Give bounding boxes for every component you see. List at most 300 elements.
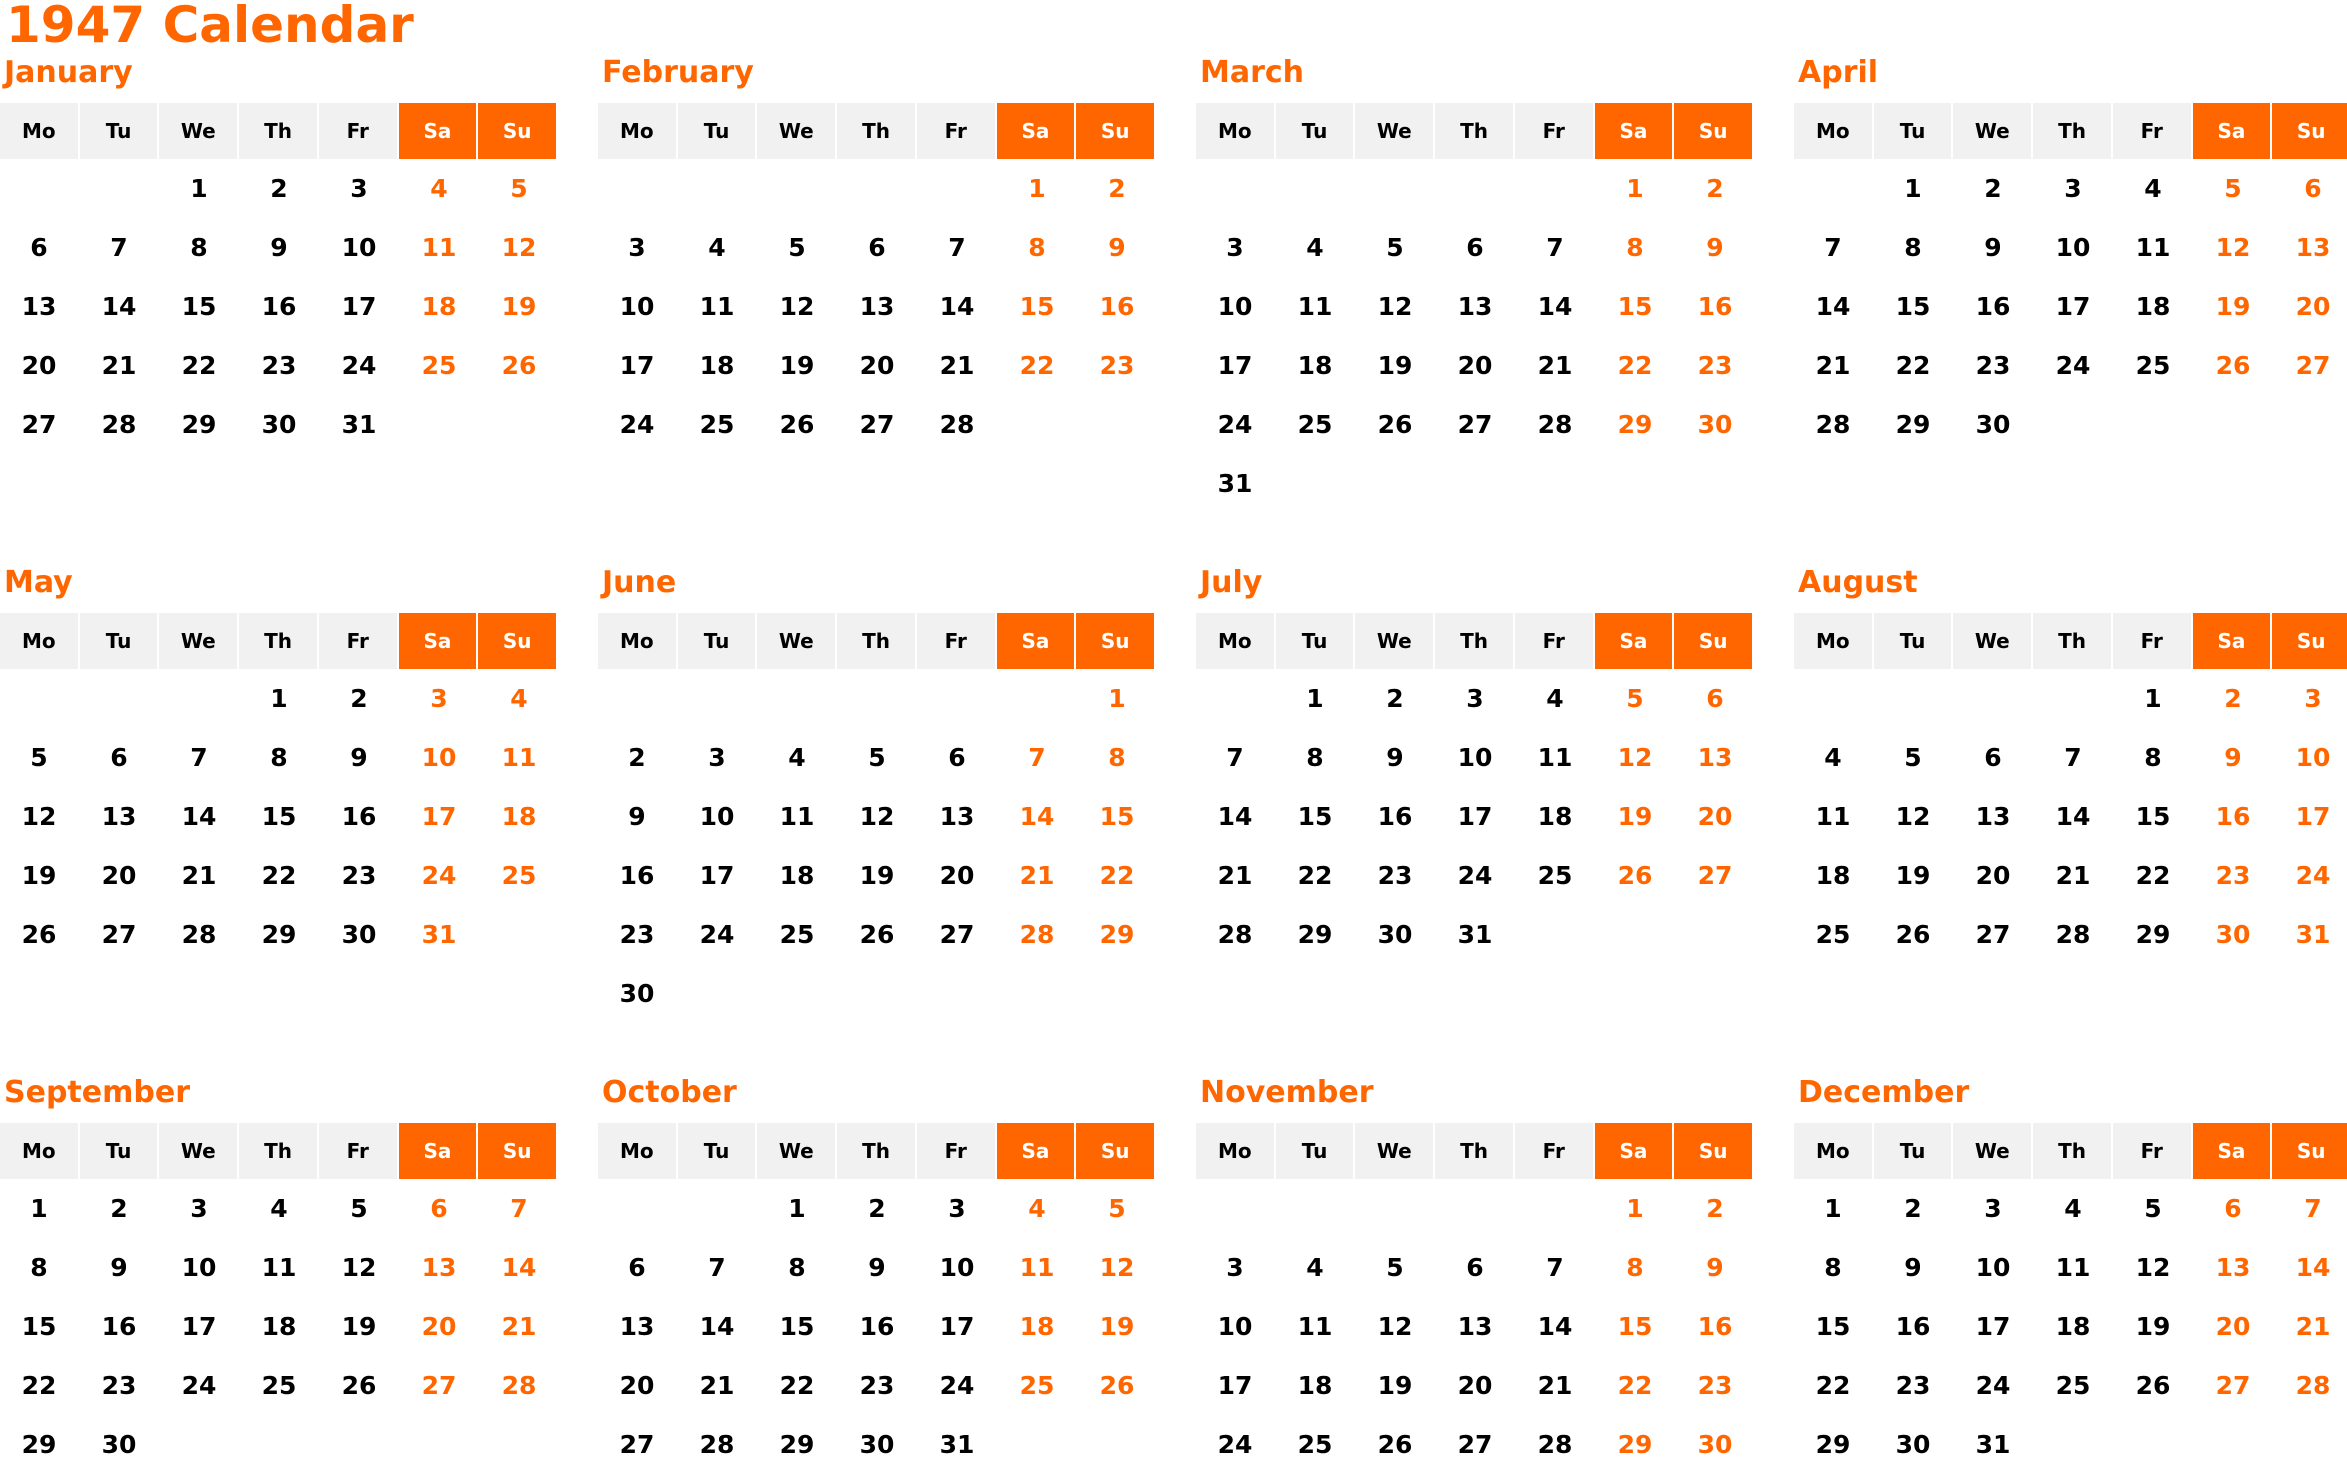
day-cell: 18 <box>501 802 537 831</box>
day-cell: 22 <box>261 861 297 890</box>
day-empty <box>678 1179 756 1238</box>
day-cell: 12 <box>1377 292 1413 321</box>
weekday-fr: Fr <box>917 613 995 669</box>
weekday-tu: Tu <box>1276 103 1354 159</box>
day-cell: 15 <box>1099 802 1135 831</box>
weekday-fr: Fr <box>2113 1123 2191 1179</box>
weekday-fr: Fr <box>2113 103 2191 159</box>
day-cell: 24 <box>2055 351 2091 380</box>
day-empty <box>838 669 916 728</box>
day-cell: 25 <box>1297 410 1333 439</box>
day-cell: 16 <box>1697 292 1733 321</box>
weekday-sa: Sa <box>2193 1123 2271 1179</box>
day-cell: 29 <box>261 920 297 949</box>
weekday-mo: Mo <box>0 103 78 159</box>
day-cell: 27 <box>101 920 137 949</box>
day-cell: 24 <box>2295 861 2331 890</box>
day-cell: 4 <box>430 174 448 203</box>
day-cell: 12 <box>1377 1312 1413 1341</box>
month-february <box>598 0 1156 454</box>
month-january <box>0 0 558 454</box>
day-cell: 17 <box>619 351 655 380</box>
day-cell: 28 <box>501 1371 537 1400</box>
day-cell: 2 <box>350 684 368 713</box>
day-cell: 9 <box>2224 743 2242 772</box>
weekday-su: Su <box>478 613 556 669</box>
month-name: May <box>4 565 73 600</box>
day-cell: 18 <box>1537 802 1573 831</box>
day-cell: 9 <box>270 233 288 262</box>
day-cell: 31 <box>939 1430 975 1459</box>
day-cell: 1 <box>1824 1194 1842 1223</box>
day-cell: 28 <box>699 1430 735 1459</box>
month-name: February <box>602 55 754 90</box>
day-cell: 1 <box>1904 174 1922 203</box>
day-cell: 24 <box>939 1371 975 1400</box>
weekday-th: Th <box>837 1123 915 1179</box>
day-cell: 1 <box>190 174 208 203</box>
day-cell: 12 <box>779 292 815 321</box>
day-cell: 10 <box>421 743 457 772</box>
weekday-th: Th <box>2033 103 2111 159</box>
day-cell: 18 <box>2135 292 2171 321</box>
day-cell: 26 <box>1617 861 1653 890</box>
day-empty <box>998 669 1076 728</box>
day-cell: 27 <box>1975 920 2011 949</box>
day-cell: 20 <box>2295 292 2331 321</box>
month-march <box>1196 0 1754 513</box>
day-cell: 20 <box>1457 1371 1493 1400</box>
month-name: January <box>4 55 133 90</box>
weekday-tu: Tu <box>678 103 756 159</box>
day-cell: 16 <box>859 1312 895 1341</box>
day-cell: 8 <box>1028 233 1046 262</box>
day-cell: 6 <box>2304 174 2322 203</box>
day-cell: 1 <box>1626 174 1644 203</box>
day-cell: 13 <box>859 292 895 321</box>
day-cell: 19 <box>1099 1312 1135 1341</box>
day-cell: 2 <box>1108 174 1126 203</box>
day-cell: 3 <box>350 174 368 203</box>
weekday-we: We <box>1355 1123 1433 1179</box>
day-cell: 11 <box>2135 233 2171 262</box>
day-cell: 22 <box>1099 861 1135 890</box>
day-cell: 11 <box>421 233 457 262</box>
day-cell: 3 <box>708 743 726 772</box>
day-cell: 2 <box>1706 174 1724 203</box>
weekday-tu: Tu <box>1874 1123 1952 1179</box>
weekday-we: We <box>1953 613 2031 669</box>
weekday-header <box>0 1123 558 1179</box>
day-cell: 15 <box>261 802 297 831</box>
month-april <box>1794 0 2347 454</box>
day-cell: 17 <box>341 292 377 321</box>
day-cell: 27 <box>859 410 895 439</box>
day-cell: 19 <box>341 1312 377 1341</box>
day-cell: 29 <box>181 410 217 439</box>
day-cell: 23 <box>1895 1371 1931 1400</box>
day-cell: 17 <box>181 1312 217 1341</box>
weekday-fr: Fr <box>2113 613 2191 669</box>
day-cell: 9 <box>1706 1253 1724 1282</box>
weekday-tu: Tu <box>678 613 756 669</box>
day-cell: 25 <box>699 410 735 439</box>
day-cell: 17 <box>699 861 735 890</box>
day-cell: 24 <box>1457 861 1493 890</box>
day-cell: 10 <box>1217 1312 1253 1341</box>
day-cell: 29 <box>21 1430 57 1459</box>
day-cell: 9 <box>1386 743 1404 772</box>
day-empty <box>2034 669 2112 728</box>
day-cell: 4 <box>788 743 806 772</box>
weekday-th: Th <box>239 1123 317 1179</box>
day-cell: 22 <box>21 1371 57 1400</box>
day-cell: 7 <box>1546 233 1564 262</box>
day-cell: 20 <box>939 861 975 890</box>
day-cell: 30 <box>859 1430 895 1459</box>
day-cell: 14 <box>1019 802 1055 831</box>
weekday-we: We <box>1953 1123 2031 1179</box>
day-cell: 27 <box>1457 1430 1493 1459</box>
day-cell: 6 <box>1706 684 1724 713</box>
weekday-tu: Tu <box>80 103 158 159</box>
day-cell: 8 <box>1824 1253 1842 1282</box>
day-grid <box>1794 669 2347 964</box>
day-cell: 16 <box>101 1312 137 1341</box>
day-empty <box>80 669 158 728</box>
day-cell: 29 <box>2135 920 2171 949</box>
day-cell: 20 <box>21 351 57 380</box>
day-grid <box>1794 1179 2347 1474</box>
weekday-tu: Tu <box>1276 613 1354 669</box>
day-cell: 15 <box>1617 1312 1653 1341</box>
weekday-sa: Sa <box>399 103 477 159</box>
day-cell: 19 <box>501 292 537 321</box>
day-cell: 12 <box>501 233 537 262</box>
day-cell: 29 <box>1895 410 1931 439</box>
day-cell: 18 <box>779 861 815 890</box>
day-cell: 5 <box>350 1194 368 1223</box>
day-cell: 27 <box>1457 410 1493 439</box>
day-cell: 14 <box>501 1253 537 1282</box>
day-cell: 14 <box>2055 802 2091 831</box>
weekday-header <box>598 1123 1156 1179</box>
day-cell: 28 <box>1815 410 1851 439</box>
day-grid <box>1196 1179 1756 1474</box>
day-cell: 19 <box>2135 1312 2171 1341</box>
day-empty <box>1356 159 1434 218</box>
day-cell: 23 <box>261 351 297 380</box>
weekday-we: We <box>757 613 835 669</box>
day-cell: 11 <box>1815 802 1851 831</box>
weekday-fr: Fr <box>1515 613 1593 669</box>
day-cell: 29 <box>1617 1430 1653 1459</box>
day-cell: 11 <box>1297 292 1333 321</box>
day-cell: 3 <box>1226 233 1244 262</box>
day-cell: 13 <box>421 1253 457 1282</box>
day-cell: 14 <box>939 292 975 321</box>
day-cell: 20 <box>1975 861 2011 890</box>
weekday-we: We <box>159 613 237 669</box>
day-cell: 4 <box>708 233 726 262</box>
day-grid <box>0 1179 560 1474</box>
day-cell: 20 <box>1457 351 1493 380</box>
day-cell: 28 <box>939 410 975 439</box>
weekday-th: Th <box>239 613 317 669</box>
weekday-mo: Mo <box>598 613 676 669</box>
day-cell: 5 <box>1386 1253 1404 1282</box>
day-cell: 27 <box>2215 1371 2251 1400</box>
day-cell: 18 <box>1019 1312 1055 1341</box>
day-cell: 6 <box>628 1253 646 1282</box>
day-cell: 21 <box>1217 861 1253 890</box>
day-cell: 16 <box>341 802 377 831</box>
day-cell: 29 <box>1617 410 1653 439</box>
day-cell: 5 <box>2144 1194 2162 1223</box>
day-cell: 22 <box>1617 1371 1653 1400</box>
day-cell: 7 <box>190 743 208 772</box>
weekday-tu: Tu <box>80 1123 158 1179</box>
day-cell: 14 <box>2295 1253 2331 1282</box>
day-grid <box>0 669 560 964</box>
weekday-we: We <box>159 103 237 159</box>
weekday-fr: Fr <box>319 103 397 159</box>
day-cell: 7 <box>948 233 966 262</box>
day-cell: 3 <box>1984 1194 2002 1223</box>
day-cell: 9 <box>628 802 646 831</box>
day-cell: 8 <box>1626 1253 1644 1282</box>
weekday-su: Su <box>1674 613 1752 669</box>
day-empty <box>1436 1179 1514 1238</box>
day-cell: 13 <box>21 292 57 321</box>
day-cell: 30 <box>1975 410 2011 439</box>
day-cell: 2 <box>1984 174 2002 203</box>
day-cell: 15 <box>21 1312 57 1341</box>
day-cell: 22 <box>1019 351 1055 380</box>
day-cell: 21 <box>181 861 217 890</box>
weekday-mo: Mo <box>1794 1123 1872 1179</box>
weekday-su: Su <box>1076 103 1154 159</box>
day-cell: 7 <box>708 1253 726 1282</box>
weekday-tu: Tu <box>80 613 158 669</box>
page-title: 1947 Calendar <box>6 0 414 54</box>
weekday-su: Su <box>2272 1123 2347 1179</box>
weekday-header <box>598 103 1156 159</box>
day-cell: 18 <box>1297 1371 1333 1400</box>
day-cell: 8 <box>1626 233 1644 262</box>
weekday-su: Su <box>1076 1123 1154 1179</box>
day-cell: 19 <box>1377 351 1413 380</box>
weekday-mo: Mo <box>1196 103 1274 159</box>
day-cell: 28 <box>2295 1371 2331 1400</box>
day-cell: 28 <box>1537 410 1573 439</box>
weekday-mo: Mo <box>0 1123 78 1179</box>
day-cell: 17 <box>2055 292 2091 321</box>
day-cell: 8 <box>1108 743 1126 772</box>
day-cell: 6 <box>430 1194 448 1223</box>
day-cell: 15 <box>1815 1312 1851 1341</box>
weekday-sa: Sa <box>399 613 477 669</box>
day-cell: 29 <box>1815 1430 1851 1459</box>
day-cell: 4 <box>1546 684 1564 713</box>
day-cell: 22 <box>1617 351 1653 380</box>
day-cell: 19 <box>21 861 57 890</box>
day-cell: 4 <box>2144 174 2162 203</box>
weekday-fr: Fr <box>917 1123 995 1179</box>
day-cell: 12 <box>1895 802 1931 831</box>
day-cell: 4 <box>1028 1194 1046 1223</box>
day-grid <box>598 1179 1158 1474</box>
day-empty <box>598 669 676 728</box>
weekday-we: We <box>1355 103 1433 159</box>
day-cell: 12 <box>21 802 57 831</box>
day-cell: 17 <box>1217 1371 1253 1400</box>
day-cell: 18 <box>1297 351 1333 380</box>
day-cell: 8 <box>1904 233 1922 262</box>
day-cell: 9 <box>1984 233 2002 262</box>
day-cell: 24 <box>699 920 735 949</box>
weekday-mo: Mo <box>1794 103 1872 159</box>
day-cell: 6 <box>1466 1253 1484 1282</box>
day-cell: 31 <box>1217 469 1253 498</box>
day-cell: 26 <box>779 410 815 439</box>
weekday-header <box>1196 613 1754 669</box>
day-cell: 28 <box>1019 920 1055 949</box>
weekday-sa: Sa <box>1595 103 1673 159</box>
day-cell: 4 <box>1824 743 1842 772</box>
day-cell: 15 <box>1617 292 1653 321</box>
day-cell: 5 <box>510 174 528 203</box>
day-cell: 11 <box>2055 1253 2091 1282</box>
day-cell: 23 <box>1975 351 2011 380</box>
day-cell: 7 <box>110 233 128 262</box>
weekday-th: Th <box>1435 613 1513 669</box>
weekday-sa: Sa <box>997 1123 1075 1179</box>
month-name: December <box>1798 1075 1970 1110</box>
day-cell: 11 <box>1297 1312 1333 1341</box>
day-cell: 31 <box>421 920 457 949</box>
weekday-we: We <box>159 1123 237 1179</box>
day-cell: 27 <box>21 410 57 439</box>
day-cell: 8 <box>190 233 208 262</box>
day-cell: 19 <box>859 861 895 890</box>
day-cell: 2 <box>868 1194 886 1223</box>
weekday-su: Su <box>2272 103 2347 159</box>
day-cell: 17 <box>421 802 457 831</box>
day-grid <box>1196 159 1756 513</box>
day-cell: 21 <box>699 1371 735 1400</box>
day-cell: 25 <box>2135 351 2171 380</box>
day-empty <box>918 159 996 218</box>
weekday-tu: Tu <box>1276 1123 1354 1179</box>
day-empty <box>918 669 996 728</box>
weekday-we: We <box>1355 613 1433 669</box>
day-cell: 2 <box>2224 684 2242 713</box>
day-empty <box>598 1179 676 1238</box>
day-cell: 30 <box>101 1430 137 1459</box>
day-cell: 19 <box>779 351 815 380</box>
day-cell: 15 <box>779 1312 815 1341</box>
day-cell: 10 <box>619 292 655 321</box>
weekday-fr: Fr <box>1515 103 1593 159</box>
weekday-header <box>0 613 558 669</box>
day-cell: 13 <box>1457 292 1493 321</box>
day-cell: 5 <box>1904 743 1922 772</box>
day-cell: 28 <box>1217 920 1253 949</box>
weekday-su: Su <box>1674 1123 1752 1179</box>
day-cell: 26 <box>501 351 537 380</box>
day-cell: 25 <box>261 1371 297 1400</box>
day-cell: 14 <box>1815 292 1851 321</box>
day-cell: 28 <box>1537 1430 1573 1459</box>
day-cell: 30 <box>1697 410 1733 439</box>
day-cell: 27 <box>1697 861 1733 890</box>
day-cell: 28 <box>181 920 217 949</box>
day-empty <box>1196 669 1274 728</box>
day-cell: 3 <box>948 1194 966 1223</box>
day-cell: 21 <box>2295 1312 2331 1341</box>
weekday-mo: Mo <box>0 613 78 669</box>
day-cell: 22 <box>1297 861 1333 890</box>
day-cell: 3 <box>2064 174 2082 203</box>
weekday-mo: Mo <box>598 1123 676 1179</box>
day-cell: 26 <box>21 920 57 949</box>
day-cell: 28 <box>101 410 137 439</box>
day-empty <box>758 669 836 728</box>
day-cell: 7 <box>2064 743 2082 772</box>
day-cell: 14 <box>101 292 137 321</box>
day-cell: 12 <box>2215 233 2251 262</box>
day-cell: 14 <box>1537 1312 1573 1341</box>
day-empty <box>1794 669 1872 728</box>
day-cell: 16 <box>1377 802 1413 831</box>
day-cell: 22 <box>1895 351 1931 380</box>
day-cell: 3 <box>430 684 448 713</box>
day-cell: 20 <box>2215 1312 2251 1341</box>
day-cell: 23 <box>1377 861 1413 890</box>
day-cell: 8 <box>270 743 288 772</box>
day-cell: 1 <box>1626 1194 1644 1223</box>
day-cell: 7 <box>1546 1253 1564 1282</box>
day-cell: 10 <box>341 233 377 262</box>
month-july <box>1196 510 1754 964</box>
day-cell: 18 <box>261 1312 297 1341</box>
day-cell: 17 <box>1457 802 1493 831</box>
month-may <box>0 510 558 964</box>
day-cell: 21 <box>2055 861 2091 890</box>
day-cell: 27 <box>2295 351 2331 380</box>
day-cell: 12 <box>2135 1253 2171 1282</box>
weekday-header <box>0 103 558 159</box>
day-cell: 29 <box>1297 920 1333 949</box>
day-cell: 21 <box>1019 861 1055 890</box>
day-cell: 4 <box>270 1194 288 1223</box>
weekday-th: Th <box>239 103 317 159</box>
weekday-su: Su <box>1674 103 1752 159</box>
day-cell: 13 <box>2215 1253 2251 1282</box>
day-cell: 8 <box>1306 743 1324 772</box>
day-cell: 12 <box>1099 1253 1135 1282</box>
weekday-sa: Sa <box>997 613 1075 669</box>
day-cell: 5 <box>1386 233 1404 262</box>
weekday-header <box>1794 613 2347 669</box>
day-cell: 23 <box>341 861 377 890</box>
day-cell: 18 <box>421 292 457 321</box>
weekday-fr: Fr <box>1515 1123 1593 1179</box>
day-cell: 21 <box>1537 351 1573 380</box>
day-cell: 20 <box>859 351 895 380</box>
day-cell: 24 <box>619 410 655 439</box>
